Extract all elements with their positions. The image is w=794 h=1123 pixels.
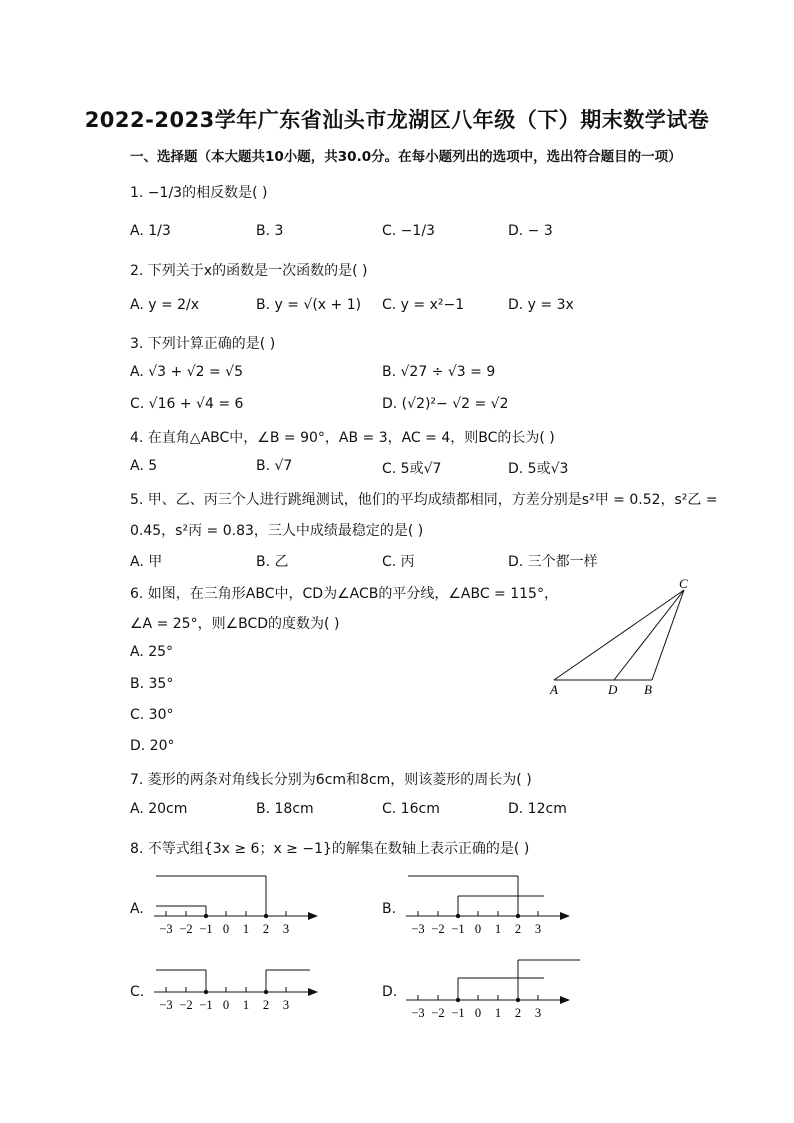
tick-label: −2 xyxy=(431,1006,445,1020)
tick-label: 3 xyxy=(282,922,290,936)
question-2-option-d: D. y = 3x xyxy=(508,297,574,313)
question-5-line-2: 0.45，s²丙 = 0.83，三人中成绩最稳定的是( ) xyxy=(130,523,424,539)
question-4-option-b: B. √7 xyxy=(256,458,293,474)
tick-label: 0 xyxy=(474,922,482,936)
number-line-b xyxy=(400,868,580,940)
question-8-option-d: D. xyxy=(382,984,398,1000)
tick-label: −2 xyxy=(179,998,193,1012)
question-4-option-d: D. 5或√3 xyxy=(508,461,569,477)
tick-label: −3 xyxy=(411,1006,425,1020)
question-6-line-1: 6. 如图，在三角形ABC中，CD为∠ACB的平分线，∠ABC = 115°， xyxy=(130,586,558,602)
side-ac xyxy=(554,590,684,680)
question-3-option-b: B. √27 ÷ √3 = 9 xyxy=(382,364,496,380)
question-7-stem: 7. 菱形的两条对角线长分别为6cm和8cm，则该菱形的周长为( ) xyxy=(130,772,532,788)
tick-label: 1 xyxy=(494,1006,502,1020)
tick-label: −3 xyxy=(411,922,425,936)
number-line-d xyxy=(400,952,590,1028)
question-8-stem: 8. 不等式组{3x ≥ 6；x ≥ −1}的解集在数轴上表示正确的是( ) xyxy=(130,841,530,857)
tick-label: 0 xyxy=(222,922,230,936)
question-7-option-b: B. 18cm xyxy=(256,801,314,817)
axis-arrow xyxy=(308,912,318,920)
question-2-stem: 2. 下列关于x的函数是一次函数的是( ) xyxy=(130,263,368,279)
endpoint-dot xyxy=(204,914,208,918)
tick-label: −2 xyxy=(431,922,445,936)
side-bc xyxy=(652,590,684,680)
tick-label: 3 xyxy=(534,1006,542,1020)
tick-label: 2 xyxy=(262,998,270,1012)
vertex-label-c: C xyxy=(679,578,688,591)
tick-label: 3 xyxy=(534,922,542,936)
question-1-option-a: A. 1/3 xyxy=(130,223,171,239)
question-8-option-b: B. xyxy=(382,901,397,917)
tick-label: 0 xyxy=(474,1006,482,1020)
question-5-option-d: D. 三个都一样 xyxy=(508,554,598,570)
vertex-label-b: B xyxy=(644,682,652,697)
tick-label: 2 xyxy=(262,922,270,936)
endpoint-dot xyxy=(264,990,268,994)
question-6-option-c: C. 30° xyxy=(130,707,174,723)
axis-arrow xyxy=(308,988,318,996)
endpoint-dot xyxy=(516,998,520,1002)
question-3-option-d: D. (√2)²− √2 = √2 xyxy=(382,396,509,412)
question-8-option-a: A. xyxy=(130,901,144,917)
question-2-option-c: C. y = x²−1 xyxy=(382,297,465,313)
question-4-stem: 4. 在直角△ABC中，∠B = 90°，AB = 3，AC = 4，则BC的长为( ) xyxy=(130,430,555,446)
question-5-line-1: 5. 甲、乙、丙三个人进行跳绳测试，他们的平均成绩都相同，方差分别是s²甲 = 0.52，s²乙 = xyxy=(130,492,718,508)
tick-label: −1 xyxy=(451,922,465,936)
tick-label: −1 xyxy=(199,998,213,1012)
endpoint-dot xyxy=(456,998,460,1002)
tick-label: 2 xyxy=(514,922,522,936)
point-label-d: D xyxy=(608,682,618,697)
question-2-option-b: B. y = √(x + 1) xyxy=(256,297,362,313)
question-3-option-c: C. √16 + √4 = 6 xyxy=(130,396,244,412)
axis-arrow xyxy=(560,996,570,1004)
segment-cd xyxy=(614,590,684,680)
question-5-option-c: C. 丙 xyxy=(382,554,415,570)
question-6-line-2: ∠A = 25°，则∠BCD的度数为( ) xyxy=(130,616,340,632)
question-7-option-a: A. 20cm xyxy=(130,801,188,817)
question-3-stem: 3. 下列计算正确的是( ) xyxy=(130,336,276,352)
endpoint-dot xyxy=(264,914,268,918)
tick-label: 1 xyxy=(242,998,250,1012)
question-3-option-a: A. √3 + √2 = √5 xyxy=(130,364,243,380)
question-6-option-b: B. 35° xyxy=(130,676,174,692)
question-5-option-a: A. 甲 xyxy=(130,554,163,570)
endpoint-dot xyxy=(204,990,208,994)
axis-arrow xyxy=(560,912,570,920)
question-1-option-b: B. 3 xyxy=(256,223,284,239)
vertex-label-a: A xyxy=(550,682,558,697)
question-6-option-a: A. 25° xyxy=(130,644,174,660)
tick-label: 3 xyxy=(282,998,290,1012)
tick-label: −1 xyxy=(451,1006,465,1020)
tick-label: −3 xyxy=(159,922,173,936)
endpoint-dot xyxy=(456,914,460,918)
tick-label: 1 xyxy=(494,922,502,936)
section-heading: 一、选择题（本大题共10小题，共30.0分。在每小题列出的选项中，选出符合题目的一项） xyxy=(130,149,682,165)
question-1-stem: 1. −1/3的相反数是( ) xyxy=(130,185,268,201)
question-4-option-c: C. 5或√7 xyxy=(382,461,442,477)
tick-label: −1 xyxy=(199,922,213,936)
question-8-option-c: C. xyxy=(130,984,145,1000)
number-line-a xyxy=(148,868,328,940)
tick-label: −2 xyxy=(179,922,193,936)
question-4-option-a: A. 5 xyxy=(130,458,158,474)
question-6-option-d: D. 20° xyxy=(130,738,175,754)
question-1-option-c: C. −1/3 xyxy=(382,223,435,239)
tick-label: −3 xyxy=(159,998,173,1012)
question-5-option-b: B. 乙 xyxy=(256,554,289,570)
tick-label: 1 xyxy=(242,922,250,936)
question-2-option-a: A. y = 2/x xyxy=(130,297,200,313)
question-1-option-d: D. − 3 xyxy=(508,223,553,239)
question-7-option-c: C. 16cm xyxy=(382,801,440,817)
triangle-figure xyxy=(540,578,700,698)
number-line-c xyxy=(148,958,328,1022)
question-7-option-d: D. 12cm xyxy=(508,801,567,817)
page-title: 2022-2023学年广东省汕头市龙湖区八年级（下）期末数学试卷 xyxy=(84,108,710,132)
endpoint-dot xyxy=(516,914,520,918)
tick-label: 2 xyxy=(514,1006,522,1020)
tick-label: 0 xyxy=(222,998,230,1012)
